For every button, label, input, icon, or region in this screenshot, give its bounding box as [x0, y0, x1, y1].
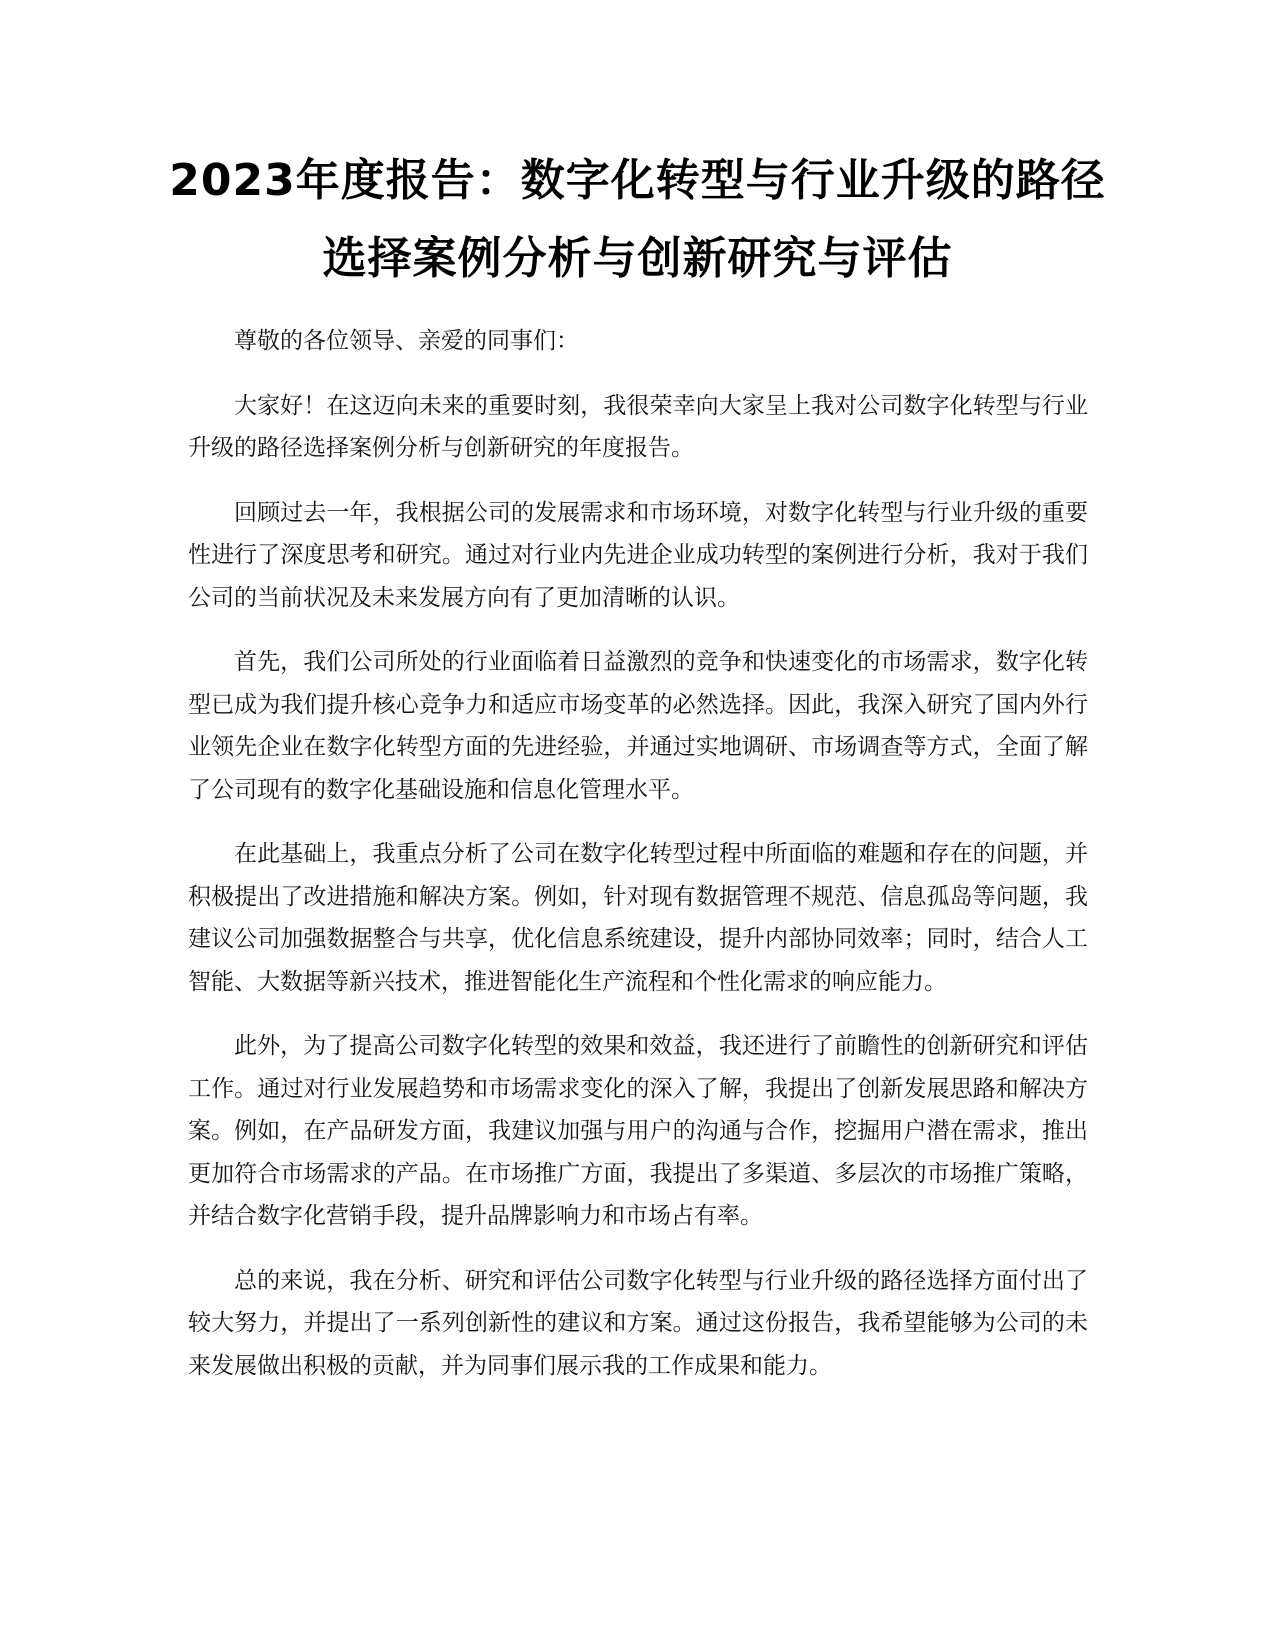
body-paragraph: 在此基础上，我重点分析了公司在数字化转型过程中所面临的难题和存在的问题，并积极提出了改进措施和解决方案。例如，针对现有数据管理不规范、信息孤岛等问题，我建议公司加强数据整合与共享，优化信息系统建设，提升内部协同效率；同时，结合人工智能、大数据等新兴技术，推进智能化生产流程和个性化需求的响应能力。 — [188, 841, 1088, 995]
document-body — [188, 320, 1088, 1409]
document-title: 2023年度报告：数字化转型与行业升级的路径选择案例分析与创新研究与评估 — [169, 155, 1106, 284]
body-paragraph: 总的来说，我在分析、研究和评估公司数字化转型与行业升级的路径选择方面付出了较大努力，并提出了一系列创新性的建议和方案。通过这份报告，我希望能够为公司的未来发展做出积极的贡献，并为同事们展示我的工作成果和能力。 — [188, 1267, 1088, 1379]
body-paragraph: 回顾过去一年，我根据公司的发展需求和市场环境，对数字化转型与行业升级的重要性进行了深度思考和研究。通过对行业内先进企业成功转型的案例进行分析，我对于我们公司的当前状况及未来发展方向有了更加清晰的认识。 — [188, 499, 1088, 611]
greeting-paragraph: 尊敬的各位领导、亲爱的同事们： — [234, 328, 579, 354]
body-paragraph: 首先，我们公司所处的行业面临着日益激烈的竞争和快速变化的市场需求，数字化转型已成为我们提升核心竞争力和适应市场变革的必然选择。因此，我深入研究了国内外行业领先企业在数字化转型方面的先进经验，并通过实地调研、市场调查等方式，全面了解了公司现有的数字化基础设施和信息化管理水平。 — [188, 649, 1088, 803]
body-paragraph: 大家好！在这迈向未来的重要时刻，我很荣幸向大家呈上我对公司数字化转型与行业升级的路径选择案例分析与创新研究的年度报告。 — [188, 392, 1088, 461]
body-paragraph: 此外，为了提高公司数字化转型的效果和效益，我还进行了前瞻性的创新研究和评估工作。通过对行业发展趋势和市场需求变化的深入了解，我提出了创新发展思路和解决方案。例如，在产品研发方面，我建议加强与用户的沟通与合作，挖掘用户潜在需求，推出更加符合市场需求的产品。在市场推广方面，我提出了多渠道、多层次的市场推广策略，并结合数字化营销手段，提升品牌影响力和市场占有率。 — [188, 1033, 1088, 1229]
